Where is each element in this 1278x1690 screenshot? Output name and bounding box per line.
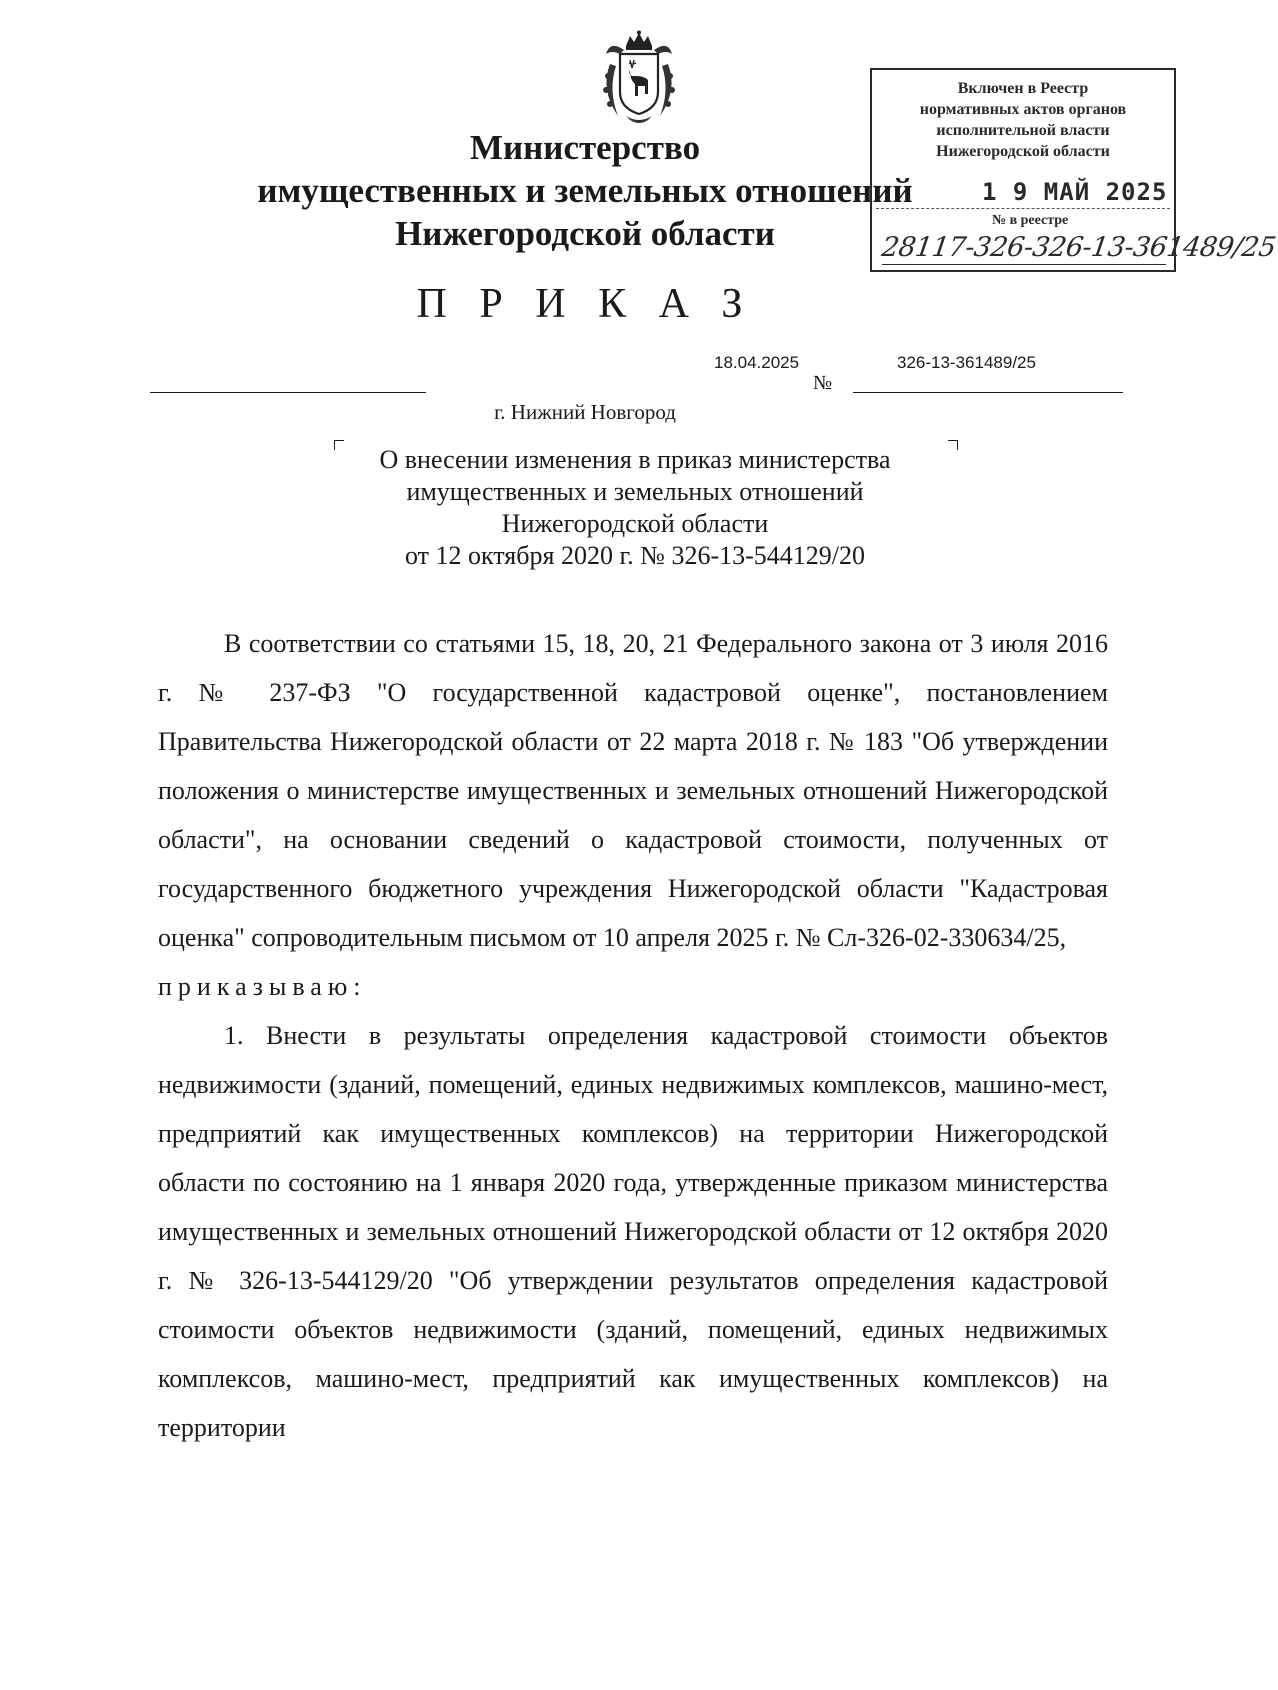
order-subject xyxy=(0,444,1270,572)
stamp-divider xyxy=(876,208,1170,209)
stamp-registry-label: № в реестре xyxy=(992,213,1069,228)
order-title: П Р И К А З xyxy=(416,281,754,327)
body-order-word: приказываю: xyxy=(158,972,367,1001)
subject-line3: Нижегородской области xyxy=(501,509,769,538)
stamp-text xyxy=(872,78,1174,162)
order-date: 18.04.2025 xyxy=(714,353,800,372)
stamp-registry-number: 28117-326-326-13-361489/25 xyxy=(879,232,1278,263)
body-item-1: 1. Внести в результаты определения кадастровой стоимости объектов недвижимости (зданий, помещений, единых недвижимых комплексов, машино-мест, предприятий как имущественных комплексов) на территории Нижегородской области по состоянию на 1 января 2020 года, утвержденные приказом министерства имущественных и земельных отношений Нижегородской области от 12 октября 2020 г. № 326-13-544129/20 "Об утверждении результатов определения кадастровой стоимости объектов недвижимости (зданий, помещений, единых недвижимых комплексов, машино-мест, предприятий как имущественных комплексов) на территории xyxy=(158,1021,1108,1442)
stamp-underline xyxy=(882,264,1166,265)
order-city: г. Нижний Новгород xyxy=(494,400,676,424)
body-preamble: В соответствии со статьями 15, 18, 20, 21 Федерального закона от 3 июля 2016 г. № 237-ФЗ "О государственной кадастровой оценке", постановлением Правительства Нижегородской области от 22 марта 2018 г. № 183 "Об утверждении положения о министерстве имущественных и земельных отношений Нижегородской области", на основании сведений о кадастровой стоимости, полученных от государственного бюджетного учреждения Нижегородской области "Кадастровая оценка" сопроводительным письмом от 10 апреля 2025 г. № Сл-326-02-330634/25, xyxy=(158,629,1108,952)
subject-line4: от 12 октября 2020 г. № 326-13-544129/20 xyxy=(404,541,866,570)
stamp-date: 1 9 МАЙ 2025 xyxy=(982,178,1168,206)
coat-of-arms-icon xyxy=(596,30,682,126)
order-number: 326-13-361489/25 xyxy=(897,353,1036,372)
ministry-title-line2: имущественных и земельных отношений xyxy=(257,171,913,210)
stamp-line3: исполнительной власти xyxy=(936,122,1110,139)
ministry-title-line3: Нижегородской области xyxy=(395,214,775,253)
stamp-line2: нормативных актов органов xyxy=(919,101,1127,118)
ministry-title-line1: Министерство xyxy=(469,128,701,167)
order-body xyxy=(158,619,1108,1452)
subject-line1: О внесении изменения в приказ министерства xyxy=(379,445,891,474)
stamp-line1: Включен в Реестр xyxy=(957,80,1089,97)
stamp-line4: Нижегородской области xyxy=(936,143,1110,160)
order-number-line xyxy=(853,392,1123,393)
subject-line2: имущественных и земельных отношений xyxy=(406,477,864,506)
order-date-line xyxy=(150,392,426,393)
order-number-sign: № xyxy=(813,372,833,394)
registry-stamp xyxy=(870,68,1278,272)
